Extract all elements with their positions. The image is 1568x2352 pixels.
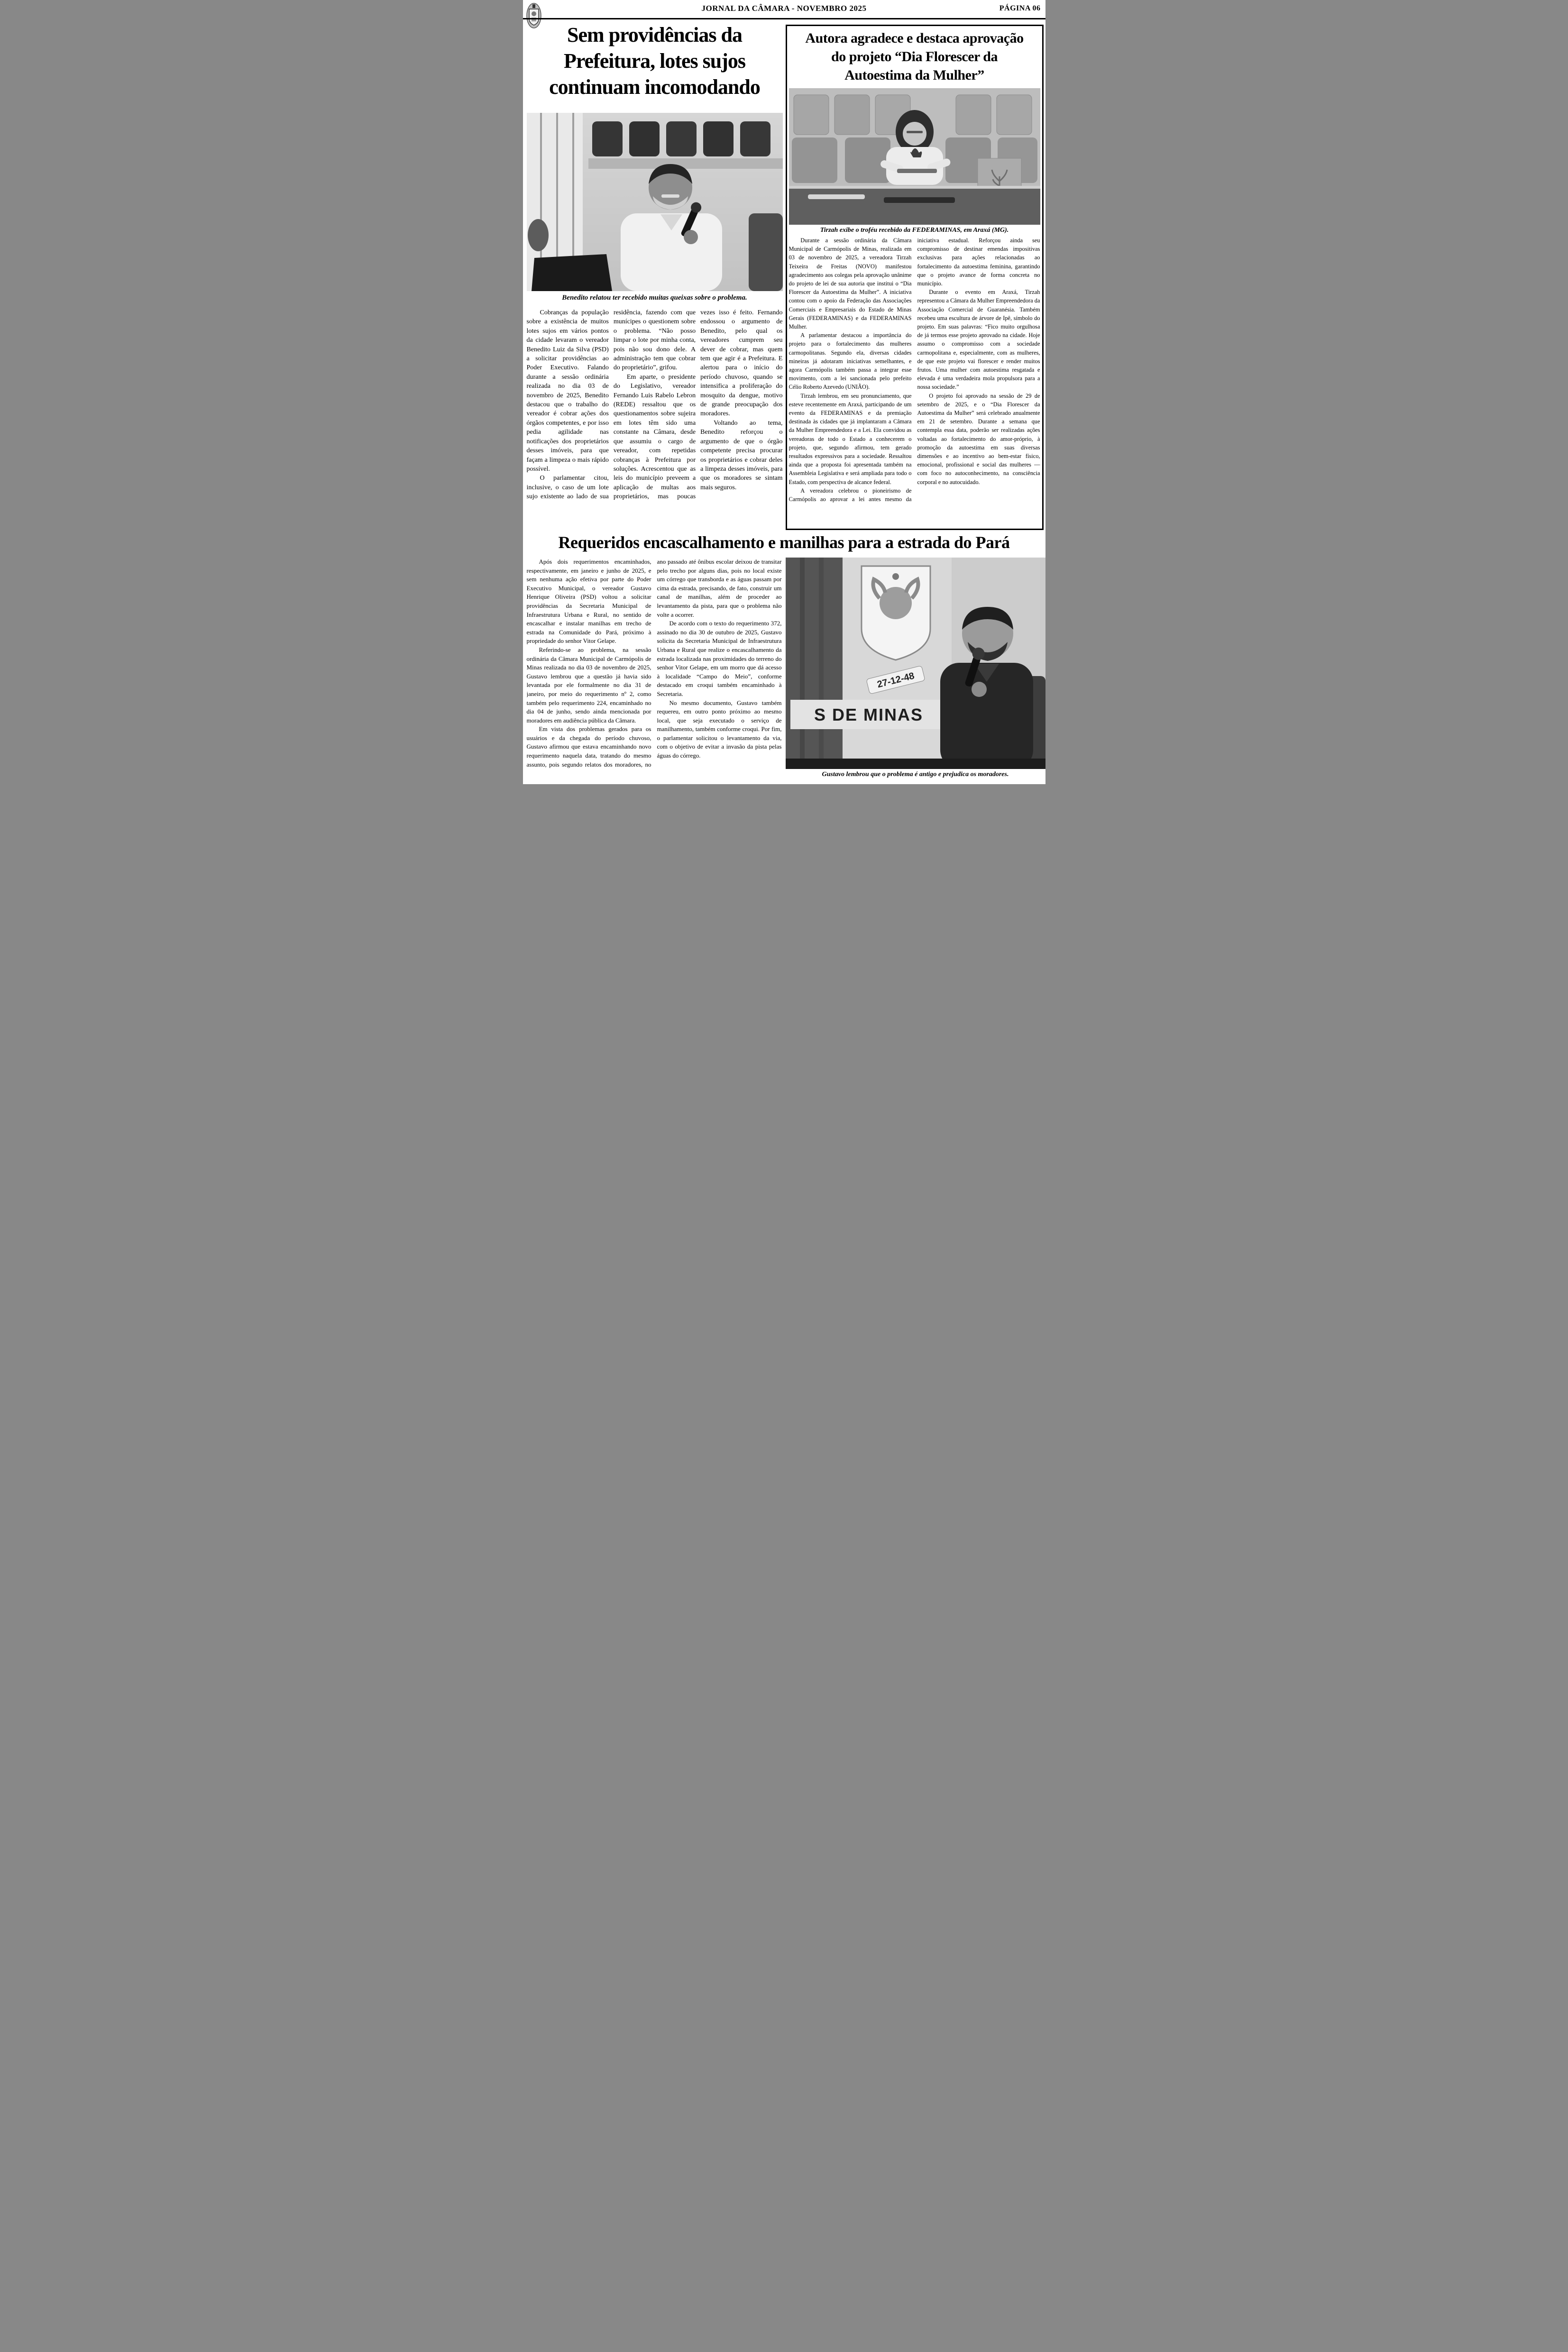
paragraph: Tirzah lembrou, em seu pronunciamento, que esteve recentemente em Araxá, participando de um evento da FEDERAMINAS e da premiação destinada às cidades que já implantaram a Câmara da Mulher Empreendedora e a Lei. Ela convidou as vereadoras de todo o Estado a conhecerem o projeto, que, segundo afirmou, tem gerado resultados expressivos para a sociedade. Ressaltou ainda que a proposta foi apresentada também na Assembleia Legislativa e será ampliada para todo o Estado, com perspectiva de alcance federal. [789, 392, 912, 485]
caption-gustavo: Gustavo lembrou que o problema é antigo e prejudica os moradores. [822, 771, 1009, 778]
photo-gustavo-plenario [786, 558, 1045, 769]
chair-row [588, 121, 783, 169]
newspaper-title: JORNAL DA CÂMARA - NOVEMBRO 2025 [701, 4, 867, 13]
photo-tirzah-illustration [789, 88, 1040, 225]
caption-benedito: Benedito relatou ter recebido muitas queixas sobre o problema. [562, 294, 747, 302]
paragraph: Em vista dos problemas gerados para os usuários e da chegada do período chuvoso, Gustavo afirmou que estava encaminhando novo requerimento naquela data, tratando do mesmo assunto, pois segundo relatos dos moradores, no ano passado até ônibus escolar deixou de transitar pelo trecho por alguns dias, pois no local existe um córrego que transborda e as águas passam por cima da estrada, precisando, de fato, construir um canal de manilhas, além de proceder ao levantamento da pista, para que o problema não volte a ocorrer. [526, 558, 782, 768]
photo-tirzah-trofeu [789, 88, 1040, 225]
curtain [786, 558, 843, 769]
newspaper-page [523, 0, 1045, 784]
headline-lotes-sujos: Sem providências da Prefeitura, lotes sujos continuam incomodando [549, 23, 760, 99]
paragraph: De acordo com o texto do requerimento 372, assinado no dia 30 de outubro de 2025, Gustavo solicita da Secretaria Municipal de Infraestrutura Urbana e Rural que realize o encascalhamento da estrada localizada nas proximidades do terreno do senhor Vitor Gelape, em um morro que dá acesso à localidade “Campo do Meio”, conforme destacado em croqui também encaminhado à Secretaria. [657, 620, 782, 697]
paragraph: Referindo-se ao problema, na sessão ordinária da Câmara Municipal de Carmópolis de Minas realizada no dia 03 de novembro de 2025, Gustavo lembrou que a questão já havia sido levantada por ele formalmente no dia 31 de janeiro, por meio do requerimento nº 2, como também pelo requerimento 224, encaminhado no dia 04 de junho, sendo ainda mencionada por moradores em audiência pública da Câmara. [526, 646, 651, 724]
laptop-silhouette [532, 254, 612, 291]
photo-gustavo-illustration [786, 558, 1045, 769]
body-estrada-para [527, 558, 782, 781]
body-lotes-sujos [527, 308, 783, 531]
paragraph: Durante a sessão ordinária da Câmara Municipal de Carmópolis de Minas, realizada em 03 de novembro de 2025, a vereadora Tirzah Teixeira de Freitas (NOVO) manifestou agradecimento aos colegas pela aprovação unânime do projeto de lei de sua autoria que institui o “Dia Florescer da Autoestima da Mulher”. A iniciativa contou com o apoio da Federação das Associações Comerciais e Empresariais do Estado de Minas Gerais (FEDERAMINAS) e da FEDERAMINAS Mulher. [789, 237, 912, 330]
chair-back [749, 213, 783, 291]
paragraph: No mesmo documento, Gustavo também requereu, em outro ponto próximo ao mesmo local, que seja executado o serviço de manilhamento, também conforme croqui. Por fim, o parlamentar solicitou o levantamento da via, com o objetivo de evitar a invasão da pista pelas águas do córrego. [657, 699, 782, 760]
crest-plate-text: 27-12-48 [876, 670, 916, 690]
plant-silhouette [528, 219, 549, 251]
paragraph: Cobranças da população sobre a existência de muitos lotes sujos em vários pontos da cidade levaram o vereador Benedito Luiz da Silva (PSD) a solicitar providências ao Poder Executivo. Falando durante a sessão ordinária realizada no dia 03 de novembro de 2025, Benedito destacou que o trabalho do vereador é cobrar ações dos órgãos competentes, e por isso pedia agilidade nas notificações dos proprietários desses imóveis, para que façam a limpeza o mais rápido possível. [526, 309, 609, 473]
headline-dia-florescer: Autora agradece e destaca aprovação do projeto “Dia Florescer da Autoestima da Mulher” [805, 30, 1024, 83]
paragraph: Voltando ao tema, Benedito reforçou o argumento de que o órgão competente precisa procurar os proprietários e cobrar deles a limpeza desses imóveis, para que os moradores se sintam mais seguros. [700, 419, 783, 491]
banner-text: S DE MINAS [814, 705, 923, 724]
desk-edge [786, 759, 1045, 769]
paragraph: Em aparte, o presidente do Legislativo, vereador Fernando Luis Rabelo Lebron (REDE) ressaltou que os questionamentos sobre sujeira em lotes têm sido uma constante na Câmara, desde que assumiu o cargo de vereador, com repetidas cobranças à Prefeitura por soluções. Acrescentou que as leis do município preveem a aplicação de multas aos proprietários, mas poucas vezes isso é feito. Fernando endossou o argumento de Benedito, pelo qual os vereadores cumprem seu dever de cobrar, mas quem tem que agir é a Prefeitura. E alertou para o início do período chuvoso, quando se intensifica a proliferação do mosquito da dengue, motivo de grande preocupação dos moradores. [613, 309, 783, 501]
page-number-label: PÁGINA 06 [999, 4, 1041, 12]
article-dia-florescer [786, 25, 1044, 530]
paragraph: Durante o evento em Araxá, Tirzah representou a Câmara da Mulher Empreendedora da Associação Comercial de Guaranésia. Também recebeu uma escultura de árvore de Ipê, símbolo do projeto. Em suas palavras: “Fico muito orgulhosa de já termos esse projeto aprovado na cidade. Hoje assumo o compromisso com a sociedade carmopolitana e, especialmente, com as mulheres, de que este projeto vai florescer e render muitos frutos. Uma mulher com autoestima resgatada e elevada é uma verdadeira mola propulsora para a nossa sociedade.” [917, 289, 1040, 391]
paragraph: A vereadora celebrou o pioneirismo de Carmópolis ao aprovar a lei antes mesmo da iniciativa estadual. Reforçou ainda seu compromisso de destinar emendas impositivas exclusivas para ações relacionadas ao fortalecimento da autoestima feminina, garantindo que o projeto avance de forma concreta no município. [789, 237, 1040, 503]
caption-tirzah: Tirzah exibe o troféu recebido da FEDERAMINAS, em Araxá (MG). [820, 227, 1009, 234]
paragraph: O parlamentar citou, inclusive, o caso de um lote sujo existente ao lado de sua residência, fazendo com que munícipes o questionem sobre o problema. “Não posso limpar o lote por minha conta, pois não sou dono dele. A administração tem que cobrar do proprietário”, grifou. [526, 309, 696, 501]
table-surface [789, 188, 1040, 225]
body-dia-florescer [789, 236, 1040, 526]
photo-benedito-plenario [527, 113, 783, 291]
paragraph: Após dois requerimentos encaminhados, respectivamente, em janeiro e junho de 2025, e sem nenhuma ação efetiva por parte do Poder Executivo Municipal, o vereador Gustavo Henrique Oliveira (PSD) voltou a solicitar providências da Secretaria Municipal de Infraestrutura Urbana e Rural, no sentido de encascalhar e instalar manilhas em trecho de estrada na Comunidade do Pará, próximo à propriedade do senhor Vitor Gelape. [526, 558, 651, 645]
masthead-rule [523, 18, 1045, 19]
paragraph: O projeto foi aprovado na sessão de 29 de setembro de 2025, e o “Dia Florescer da Autoestima da Mulher” será celebrado anualmente em 21 de setembro. Durante a semana que contempla essa data, poderão ser realizadas ações voltadas ao fortalecimento do amor-próprio, à promoção da autoestima em suas diversas dimensões e ao incentivo ao bem-estar físico, emocional, profissional e social das mulheres — com foco no autoconhecimento, na consciência corporal e no autocuidado. [917, 392, 1040, 485]
headline-estrada-para: Requeridos encascalhamento e manilhas para a estrada do Pará [558, 533, 1010, 552]
paragraph: A parlamentar destacou a importância do projeto para o fortalecimento das mulheres carmopolitanas. Segundo ela, diversas cidades mineiras já adotaram iniciativas semelhantes, e agora Carmópolis também passa a integrar esse movimento, com a lei sancionada pelo prefeito Célio Roberto Azevedo (UNIÃO). [789, 332, 912, 391]
photo-benedito-illustration [527, 113, 783, 291]
